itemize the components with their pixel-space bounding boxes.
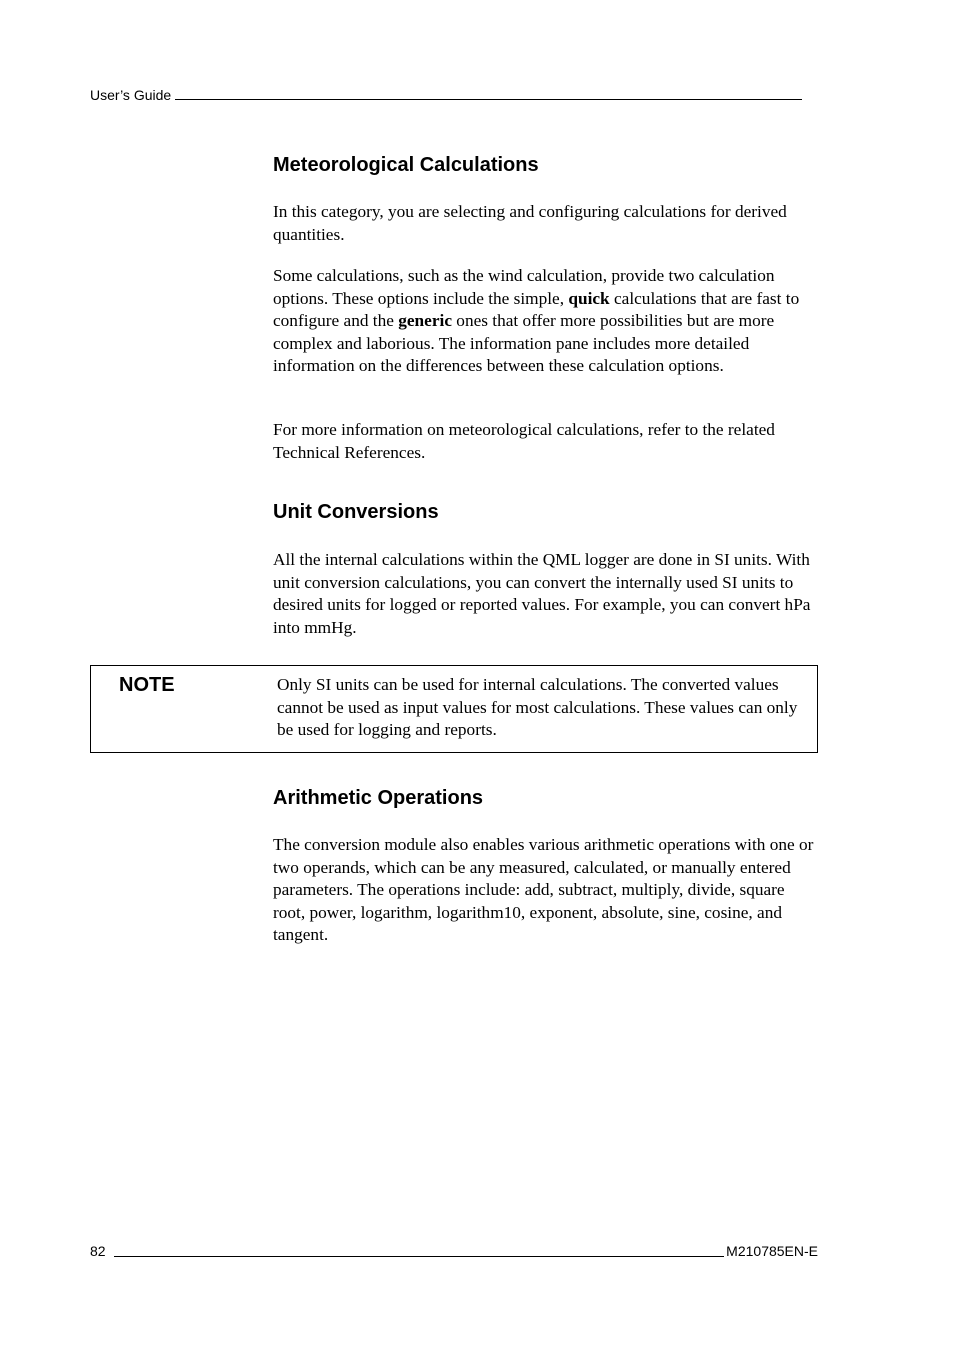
note-box	[90, 665, 818, 753]
page-number: 82	[90, 1243, 106, 1259]
paragraph-met-2	[273, 265, 821, 378]
text-run: Some calculations, such as the wind calculation, provide two calculation options. These options include the simple,	[273, 266, 775, 308]
heading-meteorological-calculations: Meteorological Calculations	[273, 154, 539, 176]
note-text: Only SI units can be used for internal calculations. The converted values cannot be used as input values for most calculations. These values can only be used for logging and reports.	[277, 675, 798, 740]
paragraph-met-1: In this category, you are selecting and configuring calculations for derived quantities.	[273, 202, 787, 244]
document-code: M210785EN-E	[726, 1243, 818, 1259]
heading-unit-conversions: Unit Conversions	[273, 501, 439, 523]
running-footer	[90, 1243, 818, 1259]
text-run: calculations that are fast to configure and the	[273, 288, 800, 331]
bold-term-quick: quick	[568, 288, 610, 308]
note-label: NOTE	[119, 674, 175, 696]
paragraph-arith-1: The conversion module also enables various arithmetic operations with one or two operands, which can be any measured, calculated, or manually entered parameters. The operations include: add, subtract, multiply, divide, square root, power, logarithm, logarithm10, exponent, absolute, sine, cosine, and tangent.	[273, 835, 814, 945]
heading-arithmetic-operations: Arithmetic Operations	[273, 787, 484, 809]
running-title: User’s Guide	[90, 87, 172, 103]
footer-rule	[114, 1256, 725, 1257]
paragraph-unit-1: All the internal calculations within the QML logger are done in SI units. With unit conversion calculations, you can convert the internally used SI units to desired units for logged or reported values. For example, you can convert hPa into mmHg.	[273, 550, 811, 637]
paragraph-met-3: For more information on meteorological calculations, refer to the related Technical References.	[273, 420, 775, 462]
header-rule	[175, 86, 802, 100]
text-run: ones that offer more possibilities but are more complex and laborious. The information pane includes more detailed information on the differences between these calculation options.	[273, 311, 775, 376]
running-header	[90, 86, 810, 103]
bold-term-generic: generic	[398, 311, 452, 331]
